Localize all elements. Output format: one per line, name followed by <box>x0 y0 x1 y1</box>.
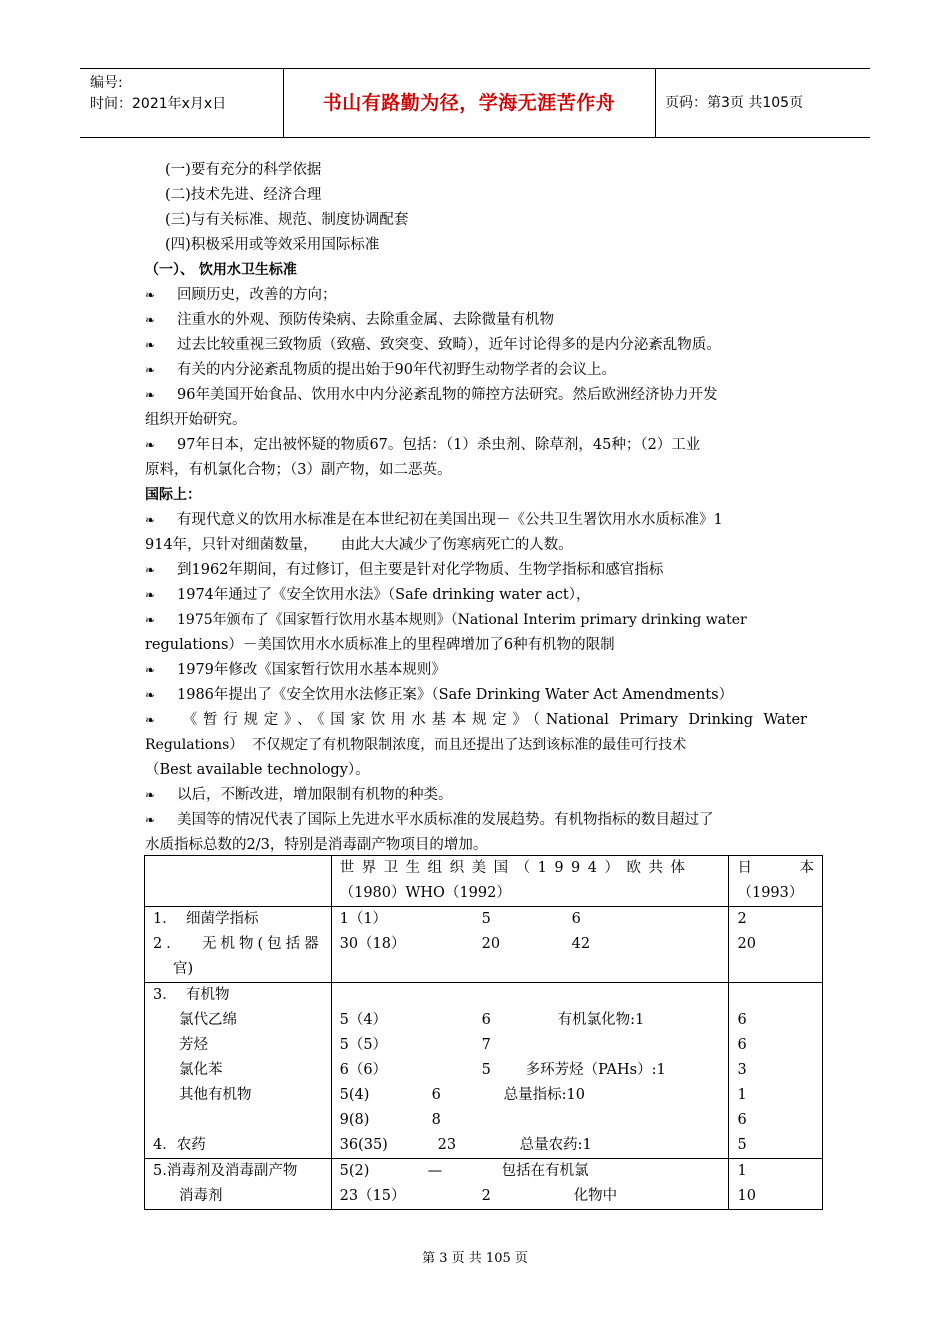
table-row <box>145 907 823 983</box>
page-header <box>80 68 870 138</box>
table-cell: 5(2) — 包括在有机氯 23（15） 2 化物中 <box>331 1159 729 1210</box>
header-motto: 书山有路勤为径，学海无涯苦作舟 <box>322 92 616 114</box>
bullet-item: ❧ 1979年修改《国家暂行饮用水基本规则》 <box>145 658 807 683</box>
principle-3: (三)与有关标准、规范、制度协调配套 <box>165 212 409 228</box>
table-cell: 3． 有机物 氯代乙绵 芳烃 氯化苯 其他有机物 4．农药 <box>145 983 332 1159</box>
bullet-item: ❧ 过去比较重视三致物质（致癌、致突变、致畸），近年讨论得多的是内分泌紊乱物质。 <box>145 333 807 358</box>
principle-4: (四)积极采用或等效采用国际标准 <box>165 237 380 253</box>
header-page-info: 页码：第3页 共105页 <box>665 95 804 111</box>
fleuron-bullet-icon: ❧ <box>145 813 156 827</box>
table-cell: 5.消毒剂及消毒副产物 消毒剂 <box>145 1159 332 1210</box>
document-body <box>145 158 807 858</box>
bullet-continuation: 组织开始研究。 <box>145 412 247 428</box>
fleuron-bullet-icon: ❧ <box>145 438 156 452</box>
bullet-continuation: Regulations） 不仅规定了有机物限制浓度，而且还提出了达到该标准的最佳可行技术 <box>145 737 687 753</box>
fleuron-bullet-icon: ❧ <box>145 713 156 727</box>
fleuron-bullet-icon: ❧ <box>145 688 156 702</box>
bullet-item: ❧ 注重水的外观、预防传染病、去除重金属、去除微量有机物 <box>145 308 807 333</box>
standards-comparison-table <box>144 855 823 1210</box>
table-cell: 1． 细菌学指标 2． 无机物(包括器 官) <box>145 907 332 983</box>
fleuron-bullet-icon: ❧ <box>145 663 156 677</box>
fleuron-bullet-icon: ❧ <box>145 788 156 802</box>
bullet-item: ❧ 1975年颁布了《国家暂行饮用水基本规则》（National Interim primary drinking water <box>145 608 807 633</box>
fleuron-bullet-icon: ❧ <box>145 388 156 402</box>
table-cell: 1（1） 5 6 30（18） 20 42 <box>331 907 729 983</box>
header-line: 世界卫生组织美国（1994）欧共体 <box>339 860 693 876</box>
principle-1: (一)要有充分的科学依据 <box>165 162 322 178</box>
bullet-item: ❧ 1974年通过了《安全饮用水法》（Safe drinking water act）， <box>145 583 807 608</box>
table-header-row <box>145 856 823 907</box>
table-cell: 1 10 <box>729 1159 823 1210</box>
table-header-cell <box>331 856 729 907</box>
header-meta <box>90 73 226 115</box>
serial-label: 编号: <box>90 75 123 91</box>
header-line: 日 本 <box>737 860 814 876</box>
bullet-item: ❧ 有现代意义的饮用水标准是在本世纪初在美国出现－《公共卫生署饮用水水质标准》1 <box>145 508 807 533</box>
fleuron-bullet-icon: ❧ <box>145 513 156 527</box>
table-row <box>145 983 823 1159</box>
fleuron-bullet-icon: ❧ <box>145 613 156 627</box>
fleuron-bullet-icon: ❧ <box>145 288 156 302</box>
bullet-item: ❧ 到1962年期间，有过修订，但主要是针对化学物质、生物学指标和感官指标 <box>145 558 807 583</box>
bullet-continuation: 水质指标总数的2/3，特别是消毒副产物项目的增加。 <box>145 837 488 853</box>
table-row <box>145 1159 823 1210</box>
intl-title: 国际上： <box>145 487 201 503</box>
bullet-item: ❧ 回顾历史，改善的方向； <box>145 283 807 308</box>
table-cell: 6 6 3 1 6 5 <box>729 983 823 1159</box>
bullet-item: ❧ 以后，不断改进，增加限制有机物的种类。 <box>145 783 807 808</box>
fleuron-bullet-icon: ❧ <box>145 588 156 602</box>
page-footer: 第 3 页 共 105 页 <box>422 1251 528 1266</box>
bullet-continuation: 原料，有机氯化合物；（3）副产物，如二恶英。 <box>145 462 452 478</box>
principle-2: (二)技术先进、经济合理 <box>165 187 322 203</box>
fleuron-bullet-icon: ❧ <box>145 338 156 352</box>
bullet-item: ❧ 美国等的情况代表了国际上先进水平水质标准的发展趋势。有机物指标的数目超过了 <box>145 808 807 833</box>
fleuron-bullet-icon: ❧ <box>145 313 156 327</box>
header-line: （1980）WHO（1992） <box>339 885 511 901</box>
fleuron-bullet-icon: ❧ <box>145 563 156 577</box>
bullet-item: ❧ 97年日本，定出被怀疑的物质67。包括：（1）杀虫剂、除草剂，45种；（2）工业 <box>145 433 807 458</box>
bullet-item: ❧ 有关的内分泌紊乱物质的提出始于90年代初野生动物学者的会议上。 <box>145 358 807 383</box>
date-label: 时间：2021年x月x日 <box>90 96 227 112</box>
bullet-continuation: regulations）－美国饮用水水质标准上的里程碑增加了6种有机物的限制 <box>145 637 615 653</box>
section-title: （一）、 饮用水卫生标准 <box>145 262 297 278</box>
bullet-item: ❧ 《暂行规定》、《国家饮用水基本规定》（National Primary Drinking Water <box>145 708 807 733</box>
header-divider <box>655 69 656 137</box>
bullet-continuation: 914年，只针对细菌数量， 由此大大减少了伤寒病死亡的人数。 <box>145 537 573 553</box>
bullet-item: ❧ 1986年提出了《安全饮用水法修正案》（Safe Drinking Water Act Amendments） <box>145 683 807 708</box>
fleuron-bullet-icon: ❧ <box>145 363 156 377</box>
bullet-item: ❧ 96年美国开始食品、饮用水中内分泌紊乱物的筛控方法研究。然后欧洲经济协力开发 <box>145 383 807 408</box>
table-corner-cell <box>145 856 332 907</box>
header-line: （1993） <box>737 885 804 901</box>
table-cell: 2 20 <box>729 907 823 983</box>
bullet-continuation: （Best available technology）。 <box>145 762 370 778</box>
table-header-cell <box>729 856 823 907</box>
table-cell: 5（4） 6 有机氯化物:1 5（5） 7 6（6） 5 多环芳烃（PAHs）:1 5(4) 6 总量指标:10 9(8) 8 36(35) 23 总量农药:1 <box>331 983 729 1159</box>
